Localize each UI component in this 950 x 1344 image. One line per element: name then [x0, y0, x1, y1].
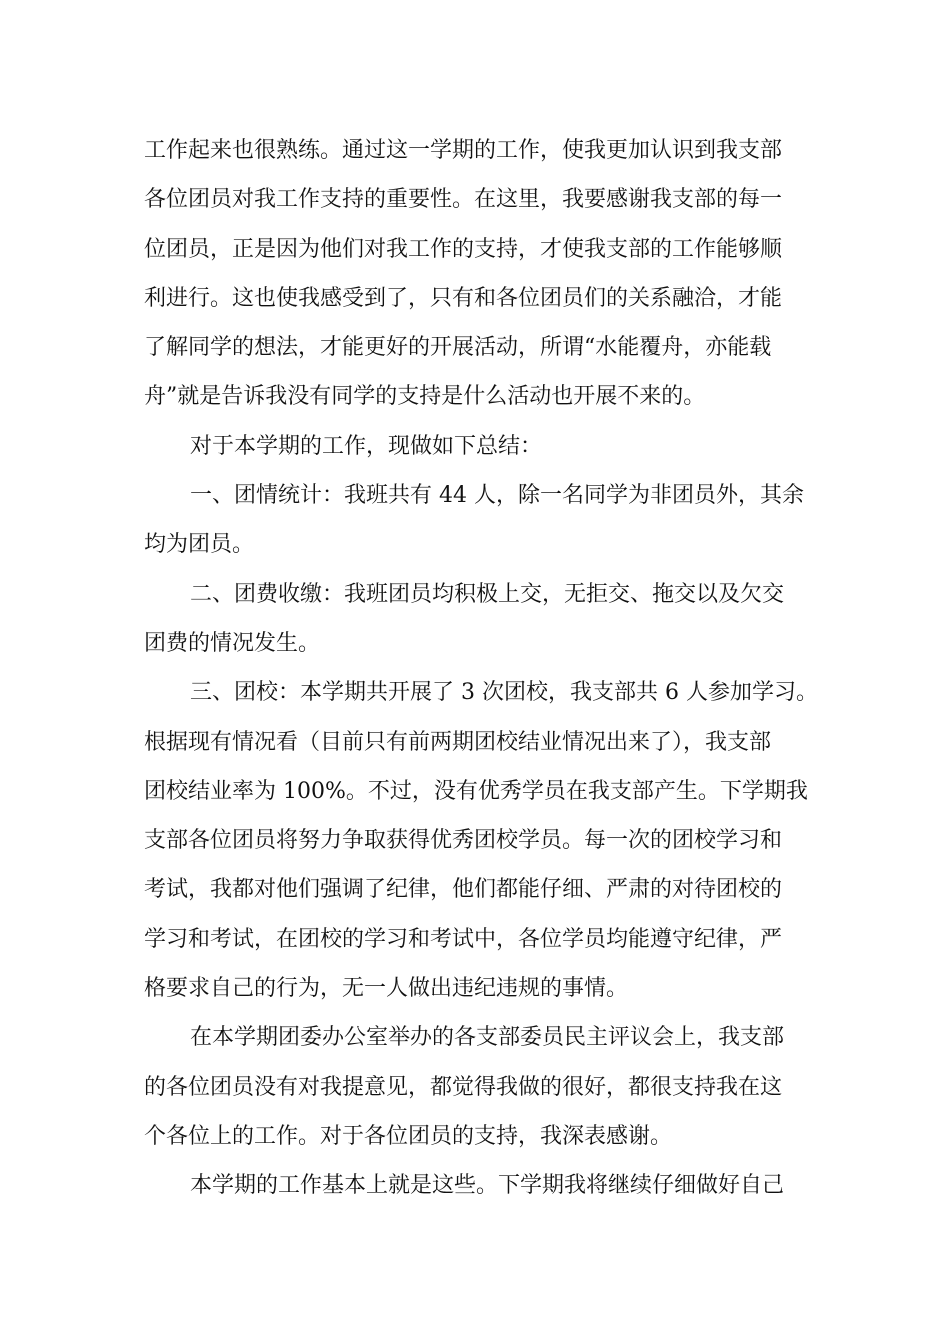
text-line: 二、团费收缴：我班团员均积极上交，无拒交、拖交以及欠交	[190, 581, 785, 607]
text-line: 团费的情况发生。	[144, 630, 321, 656]
body-text	[144, 126, 818, 1211]
text-line: 团校结业率为 100%。不过，没有优秀学员在我支部产生。下学期我	[144, 778, 808, 804]
text-line: 支部各位团员将努力争取获得优秀团校学员。每一次的团校学习和	[144, 828, 783, 854]
text-line: 根据现有情况看（目前只有前两期团校结业情况出来了），我支部	[144, 729, 772, 755]
text-line: 个各位上的工作。对于各位团员的支持，我深表感谢。	[144, 1123, 673, 1149]
text-line: 舟”就是告诉我没有同学的支持是什么活动也开展不来的。	[144, 384, 706, 410]
text-line: 一、团情统计：我班共有 44 人，除一名同学为非团员外，其余	[190, 483, 804, 509]
text-line: 格要求自己的行为，无一人做出违纪违规的事情。	[144, 976, 629, 1002]
text-line: 学习和考试，在团校的学习和考试中，各位学员均能遵守纪律，严	[144, 926, 783, 952]
text-line: 位团员，正是因为他们对我工作的支持，才使我支部的工作能够顺	[144, 236, 783, 262]
text-line: 均为团员。	[144, 532, 255, 558]
text-line: 本学期的工作基本上就是这些。下学期我将继续仔细做好自己	[190, 1173, 785, 1199]
text-line: 了解同学的想法，才能更好的开展活动，所谓“水能覆舟，亦能载	[144, 335, 772, 361]
text-line: 的各位团员没有对我提意见，都觉得我做的很好，都很支持我在这	[144, 1074, 783, 1100]
text-line: 利进行。这也使我感受到了，只有和各位团员们的关系融洽，才能	[144, 285, 783, 311]
text-line: 各位团员对我工作支持的重要性。在这里，我要感谢我支部的每一	[144, 187, 783, 213]
text-line: 考试，我都对他们强调了纪律，他们都能仔细、严肃的对待团校的	[144, 877, 783, 903]
text-line: 工作起来也很熟练。通过这一学期的工作，使我更加认识到我支部	[144, 138, 783, 163]
text-line: 对于本学期的工作，现做如下总结：	[190, 433, 543, 459]
text-line: 在本学期团委办公室举办的各支部委员民主评议会上，我支部	[190, 1025, 785, 1051]
text-line: 三、团校：本学期共开展了 3 次团校，我支部共 6 人参加学习。	[190, 680, 818, 706]
